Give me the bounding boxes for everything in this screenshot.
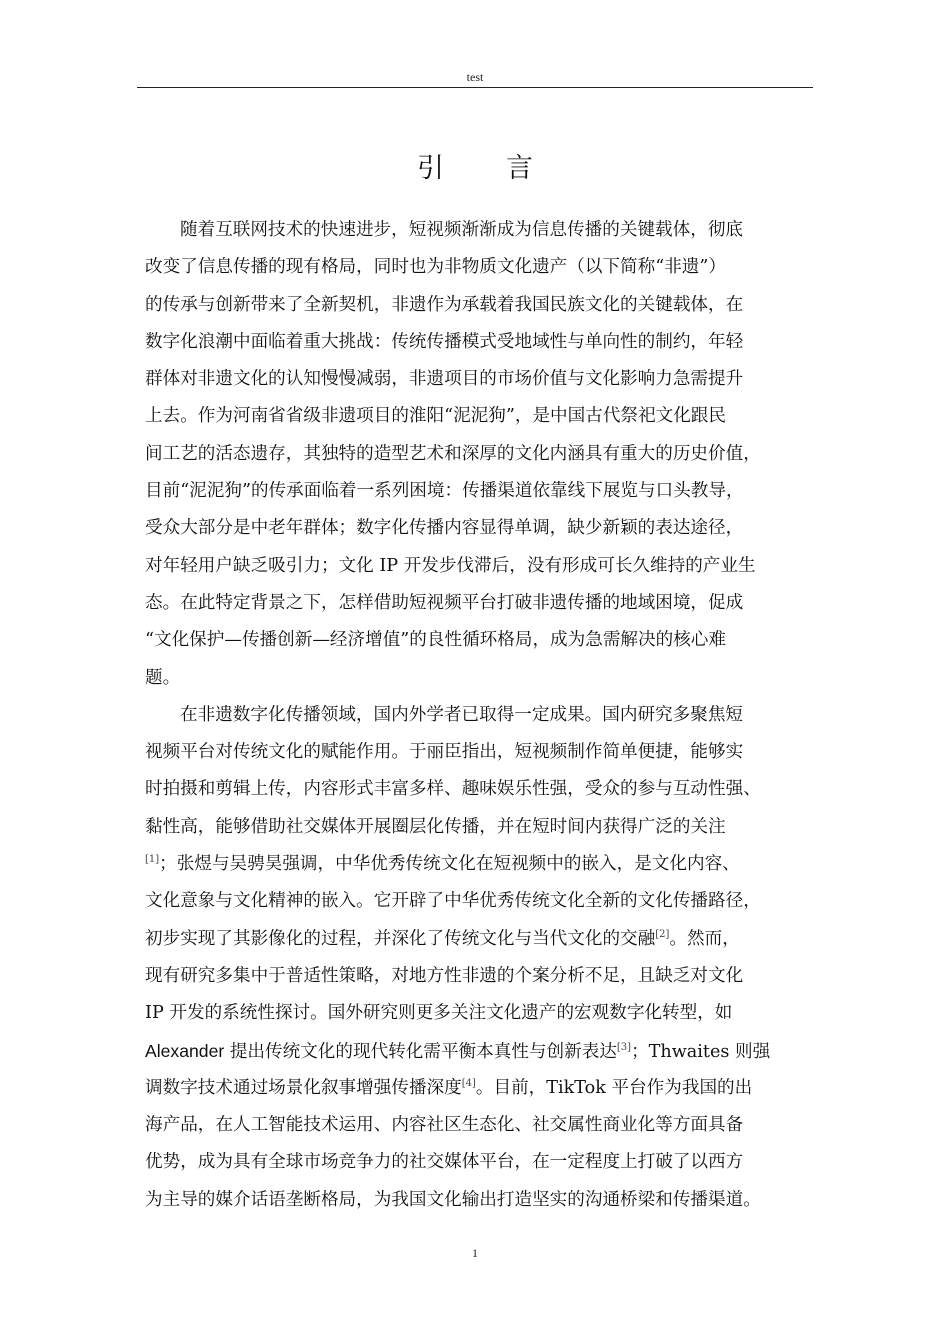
text-line: 间工艺的活态遗存，其独特的造型艺术和深厚的文化内涵具有重大的历史价值，	[145, 443, 761, 464]
author-name: Alexander	[145, 1040, 225, 1061]
text-line: 视频平台对传统文化的赋能作用。于丽臣指出，短视频制作简单便捷，能够实	[145, 742, 744, 763]
header-rule	[137, 87, 813, 88]
text-line: 改变了信息传播的现有格局，同时也为非物质文化遗产（以下简称“非遗”）	[145, 257, 726, 278]
citation-ref: [2]	[655, 928, 670, 940]
text-span: 。然而，	[669, 928, 740, 949]
text-line	[145, 846, 825, 883]
text-span: 调数字技术通过场景化叙事增强传播深度	[145, 1077, 462, 1098]
running-header: test	[466, 70, 484, 84]
text-line: IP 开发的系统性探讨。国外研究则更多关注文化遗产的宏观数字化转型，如	[145, 1003, 733, 1024]
text-line: 对年轻用户缺乏吸引力；文化 IP 开发步伐滞后，没有形成可长久维持的产业生	[145, 555, 756, 576]
citation-ref: [4]	[461, 1077, 476, 1089]
text-line: 的传承与创新带来了全新契机，非遗作为承载着我国民族文化的关键载体，在	[145, 294, 744, 315]
text-span: 提出传统文化的现代转化需平衡本真性与创新表达	[224, 1041, 617, 1062]
text-span: 初步实现了其影像化的过程，并深化了传统文化与当代文化的交融	[145, 928, 656, 949]
text-line: 态。在此特定背景之下，怎样借助短视频平台打破非遗传播的地域困境，促成	[145, 592, 744, 613]
text-line	[145, 1033, 825, 1070]
text-line: 为主导的媒介话语垄断格局，为我国文化输出打造坚实的沟通桥梁和传播渠道。	[145, 1189, 761, 1210]
text-line: 目前“泥泥狗”的传承面临着一系列困境：传播渠道依靠线下展览与口头教导，	[145, 481, 744, 502]
text-line: 优势，成为具有全球市场竞争力的社交媒体平台，在一定程度上打破了以西方	[145, 1152, 744, 1173]
text-line: 在非遗数字化传播领域，国内外学者已取得一定成果。国内研究多聚焦短	[180, 704, 744, 725]
text-span: ；Thwaites 则强	[631, 1041, 771, 1062]
paragraph-2	[145, 697, 825, 1219]
text-line	[145, 1070, 825, 1107]
text-line: 题。	[145, 667, 181, 688]
text-line: 群体对非遗文化的认知慢慢减弱，非遗项目的市场价值与文化影响力急需提升	[145, 369, 744, 390]
text-line: 受众大部分是中老年群体；数字化传播内容显得单调，缺少新颖的表达途径，	[145, 518, 744, 539]
text-line: 海产品，在人工智能技术运用、内容社区生态化、社交属性商业化等方面具备	[145, 1115, 744, 1136]
text-line: 随着互联网技术的快速进步，短视频渐渐成为信息传播的关键载体，彻底	[180, 220, 744, 240]
citation-ref: [1]	[145, 854, 160, 866]
text-span: ；张煜与吴骋昊强调，中华优秀传统文化在短视频中的嵌入，是文化内容、	[159, 854, 740, 875]
text-line	[145, 921, 825, 958]
page-number: 1	[472, 1246, 478, 1260]
paragraph-1	[145, 212, 825, 697]
text-line: “文化保护—传播创新—经济增值”的良性循环格局，成为急需解决的核心难	[145, 630, 726, 651]
text-span: 。目前，TikTok 平台作为我国的出	[475, 1077, 753, 1098]
section-title: 引言	[417, 153, 595, 184]
text-line: 时拍摄和剪辑上传，内容形式丰富多样、趣味娱乐性强，受众的参与互动性强、	[145, 779, 761, 800]
text-line: 现有研究多集中于普适性策略，对地方性非遗的个案分析不足，且缺乏对文化	[145, 965, 744, 986]
text-line: 黏性高，能够借助社交媒体开展圈层化传播，并在短时间内获得广泛的关注	[145, 816, 726, 837]
body-text	[145, 212, 825, 1219]
text-line: 文化意象与文化精神的嵌入。它开辟了中华优秀传统文化全新的文化传播路径，	[145, 891, 761, 912]
citation-ref: [3]	[616, 1041, 632, 1053]
text-line: 上去。作为河南省省级非遗项目的淮阳“泥泥狗”，是中国古代祭祀文化跟民	[145, 406, 726, 427]
text-line: 数字化浪潮中面临着重大挑战：传统传播模式受地域性与单向性的制约，年轻	[145, 331, 744, 352]
